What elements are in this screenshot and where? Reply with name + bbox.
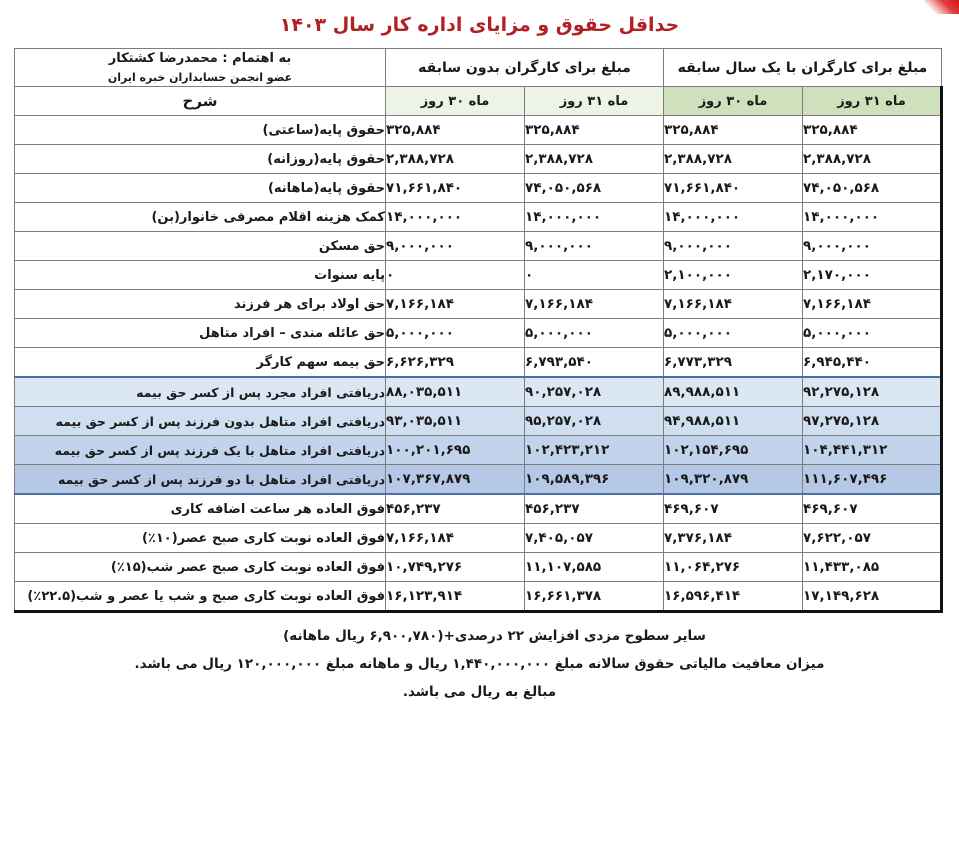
subheader-noexp-30: ماه ۳۰ روز — [386, 87, 525, 116]
cell-exp-31: ۱۱۱,۶۰۷,۴۹۶ — [803, 465, 942, 495]
cell-noexp-30: ۱۰۷,۳۶۷,۸۷۹ — [386, 465, 525, 495]
cell-description: پایه سنوات — [15, 261, 386, 290]
cell-description: حق مسکن — [15, 232, 386, 261]
cell-noexp-30: ۸۸,۰۳۵,۵۱۱ — [386, 377, 525, 407]
cell-exp-30: ۷,۳۷۶,۱۸۴ — [664, 524, 803, 553]
cell-description: دریافتی افراد مجرد پس از کسر حق بیمه — [15, 377, 386, 407]
cell-noexp-31: ۷,۴۰۵,۰۵۷ — [525, 524, 664, 553]
table-row — [15, 203, 942, 232]
cell-exp-30: ۳۲۵,۸۸۴ — [664, 116, 803, 145]
cell-noexp-30: ۲,۳۸۸,۷۲۸ — [386, 145, 525, 174]
cell-noexp-31: ۱۴,۰۰۰,۰۰۰ — [525, 203, 664, 232]
cell-exp-30: ۵,۰۰۰,۰۰۰ — [664, 319, 803, 348]
salary-table-container — [0, 48, 959, 613]
cell-noexp-30: ۹,۰۰۰,۰۰۰ — [386, 232, 525, 261]
cell-noexp-30: ۱۰۰,۲۰۱,۶۹۵ — [386, 436, 525, 465]
cell-noexp-30: ۱۴,۰۰۰,۰۰۰ — [386, 203, 525, 232]
cell-noexp-30: ۴۵۶,۲۳۷ — [386, 494, 525, 524]
header-sub-row — [15, 87, 942, 116]
cell-exp-31: ۷۴,۰۵۰,۵۶۸ — [803, 174, 942, 203]
cell-exp-31: ۷,۱۶۶,۱۸۴ — [803, 290, 942, 319]
cell-exp-30: ۱۱,۰۶۴,۲۷۶ — [664, 553, 803, 582]
cell-noexp-31: ۱۰۲,۴۲۳,۲۱۲ — [525, 436, 664, 465]
cell-exp-30: ۶,۷۷۳,۳۲۹ — [664, 348, 803, 378]
table-row — [15, 377, 942, 407]
cell-exp-30: ۹۴,۹۸۸,۵۱۱ — [664, 407, 803, 436]
cell-exp-31: ۱۷,۱۴۹,۶۲۸ — [803, 582, 942, 612]
cell-description: حقوق پایه(روزانه) — [15, 145, 386, 174]
cell-exp-30: ۲,۳۸۸,۷۲۸ — [664, 145, 803, 174]
cell-noexp-31: ۵,۰۰۰,۰۰۰ — [525, 319, 664, 348]
footnote-tax-exemption: میزان معافیت مالیاتی حقوق سالانه مبلغ ۱,۴۴۰,۰۰۰,۰۰۰ ریال و ماهانه مبلغ ۱۲۰,۰۰۰,۰۰۰ ریال می باشد. — [134, 655, 825, 672]
header-group-row — [15, 49, 942, 87]
table-row — [15, 319, 942, 348]
cell-exp-30: ۴۶۹,۶۰۷ — [664, 494, 803, 524]
cell-noexp-31: ۹۵,۲۵۷,۰۲۸ — [525, 407, 664, 436]
footnote-wage-increase: سایر سطوح مزدی افزایش ۲۲ درصدی+(۶,۹۰۰,۷۸۰ ریال ماهانه) — [283, 628, 706, 645]
cell-noexp-30: ۶,۶۲۶,۳۲۹ — [386, 348, 525, 378]
cell-exp-31: ۹,۰۰۰,۰۰۰ — [803, 232, 942, 261]
cell-noexp-30: ۷۱,۶۶۱,۸۴۰ — [386, 174, 525, 203]
group-header-without-experience: مبلغ برای کارگران بدون سابقه — [386, 49, 664, 87]
table-row — [15, 145, 942, 174]
cell-exp-30: ۷,۱۶۶,۱۸۴ — [664, 290, 803, 319]
table-row — [15, 582, 942, 612]
cell-noexp-30: ۱۶,۱۲۳,۹۱۴ — [386, 582, 525, 612]
cell-description: فوق العاده نوبت کاری صبح عصر(۱۰٪) — [15, 524, 386, 553]
attribution-name: به اهتمام : محمدرضا کشتکار — [108, 51, 292, 66]
cell-noexp-31: ۱۰۹,۵۸۹,۳۹۶ — [525, 465, 664, 495]
table-row — [15, 174, 942, 203]
footnotes — [0, 613, 959, 706]
cell-exp-31: ۱۴,۰۰۰,۰۰۰ — [803, 203, 942, 232]
cell-exp-30: ۹,۰۰۰,۰۰۰ — [664, 232, 803, 261]
cell-exp-31: ۷,۶۲۲,۰۵۷ — [803, 524, 942, 553]
table-row — [15, 261, 942, 290]
cell-description: دریافتی افراد متاهل با دو فرزند پس از کسر حق بیمه — [15, 465, 386, 495]
cell-description: فوق العاده هر ساعت اضافه کاری — [15, 494, 386, 524]
cell-description: فوق العاده نوبت کاری صبح عصر شب(۱۵٪) — [15, 553, 386, 582]
table-row — [15, 116, 942, 145]
cell-exp-30: ۷۱,۶۶۱,۸۴۰ — [664, 174, 803, 203]
table-row — [15, 553, 942, 582]
table-row — [15, 524, 942, 553]
cell-noexp-30: ۳۲۵,۸۸۴ — [386, 116, 525, 145]
cell-noexp-30: ۱۰,۷۴۹,۲۷۶ — [386, 553, 525, 582]
cell-exp-31: ۱۱,۴۳۳,۰۸۵ — [803, 553, 942, 582]
attribution-cell — [15, 49, 386, 87]
table-row — [15, 494, 942, 524]
subheader-noexp-31: ماه ۳۱ روز — [525, 87, 664, 116]
table-row — [15, 465, 942, 495]
cell-noexp-30: ۹۳,۰۳۵,۵۱۱ — [386, 407, 525, 436]
table-row — [15, 407, 942, 436]
cell-noexp-31: ۱۶,۶۶۱,۳۷۸ — [525, 582, 664, 612]
cell-noexp-31: ۳۲۵,۸۸۴ — [525, 116, 664, 145]
cell-description: حق عائله مندی – افراد متاهل — [15, 319, 386, 348]
cell-description: فوق العاده نوبت کاری صبح و شب یا عصر و شب(۲۲.۵٪) — [15, 582, 386, 612]
table-row — [15, 232, 942, 261]
footnote-currency: مبالغ به ریال می باشد. — [402, 683, 557, 700]
cell-noexp-31: ۴۵۶,۲۳۷ — [525, 494, 664, 524]
cell-noexp-30: ۵,۰۰۰,۰۰۰ — [386, 319, 525, 348]
table-row — [15, 348, 942, 378]
cell-description: دریافتی افراد متاهل بدون فرزند پس از کسر حق بیمه — [15, 407, 386, 436]
cell-exp-31: ۲,۱۷۰,۰۰۰ — [803, 261, 942, 290]
page-title-bar — [0, 0, 959, 48]
cell-noexp-31: ۹۰,۲۵۷,۰۲۸ — [525, 377, 664, 407]
cell-noexp-31: ۶,۷۹۳,۵۴۰ — [525, 348, 664, 378]
group-header-with-experience: مبلغ برای کارگران با یک سال سابقه — [664, 49, 942, 87]
cell-exp-31: ۶,۹۴۵,۴۴۰ — [803, 348, 942, 378]
cell-exp-31: ۵,۰۰۰,۰۰۰ — [803, 319, 942, 348]
cell-exp-31: ۳۲۵,۸۸۴ — [803, 116, 942, 145]
table-row — [15, 290, 942, 319]
cell-exp-30: ۸۹,۹۸۸,۵۱۱ — [664, 377, 803, 407]
cell-noexp-31: ۱۱,۱۰۷,۵۸۵ — [525, 553, 664, 582]
salary-table — [14, 48, 943, 613]
cell-exp-30: ۱۶,۵۹۶,۴۱۴ — [664, 582, 803, 612]
cell-exp-31: ۲,۳۸۸,۷۲۸ — [803, 145, 942, 174]
cell-noexp-31: ۷,۱۶۶,۱۸۴ — [525, 290, 664, 319]
cell-description: دریافتی افراد متاهل با یک فرزند پس از کسر حق بیمه — [15, 436, 386, 465]
cell-exp-31: ۴۶۹,۶۰۷ — [803, 494, 942, 524]
subheader-description: شرح — [15, 87, 386, 116]
cell-exp-30: ۱۰۹,۳۲۰,۸۷۹ — [664, 465, 803, 495]
cell-noexp-30: ۰ — [386, 261, 525, 290]
cell-noexp-31: ۰ — [525, 261, 664, 290]
cell-exp-31: ۱۰۴,۴۴۱,۳۱۲ — [803, 436, 942, 465]
cell-exp-30: ۲,۱۰۰,۰۰۰ — [664, 261, 803, 290]
cell-description: حقوق پایه(ساعتی) — [15, 116, 386, 145]
cell-exp-31: ۹۲,۲۷۵,۱۲۸ — [803, 377, 942, 407]
subheader-exp-30: ماه ۳۰ روز — [664, 87, 803, 116]
subheader-exp-31: ماه ۳۱ روز — [803, 87, 942, 116]
cell-noexp-30: ۷,۱۶۶,۱۸۴ — [386, 524, 525, 553]
cell-description: کمک هزینه اقلام مصرفی خانوار(بن) — [15, 203, 386, 232]
cell-noexp-31: ۲,۳۸۸,۷۲۸ — [525, 145, 664, 174]
cell-noexp-31: ۹,۰۰۰,۰۰۰ — [525, 232, 664, 261]
table-body — [15, 116, 942, 612]
cell-noexp-30: ۷,۱۶۶,۱۸۴ — [386, 290, 525, 319]
attribution-affiliation: عضو انجمن حسابداران خبره ایران — [107, 71, 293, 85]
table-row — [15, 436, 942, 465]
table-header — [15, 49, 942, 116]
cell-description: حقوق پایه(ماهانه) — [15, 174, 386, 203]
cell-noexp-31: ۷۴,۰۵۰,۵۶۸ — [525, 174, 664, 203]
cell-description: حق اولاد برای هر فرزند — [15, 290, 386, 319]
cell-exp-30: ۱۴,۰۰۰,۰۰۰ — [664, 203, 803, 232]
cell-exp-31: ۹۷,۲۷۵,۱۲۸ — [803, 407, 942, 436]
cell-exp-30: ۱۰۲,۱۵۴,۶۹۵ — [664, 436, 803, 465]
page-title: حداقل حقوق و مزایای اداره کار سال ۱۴۰۳ — [279, 14, 680, 36]
cell-description: حق بیمه سهم کارگر — [15, 348, 386, 378]
